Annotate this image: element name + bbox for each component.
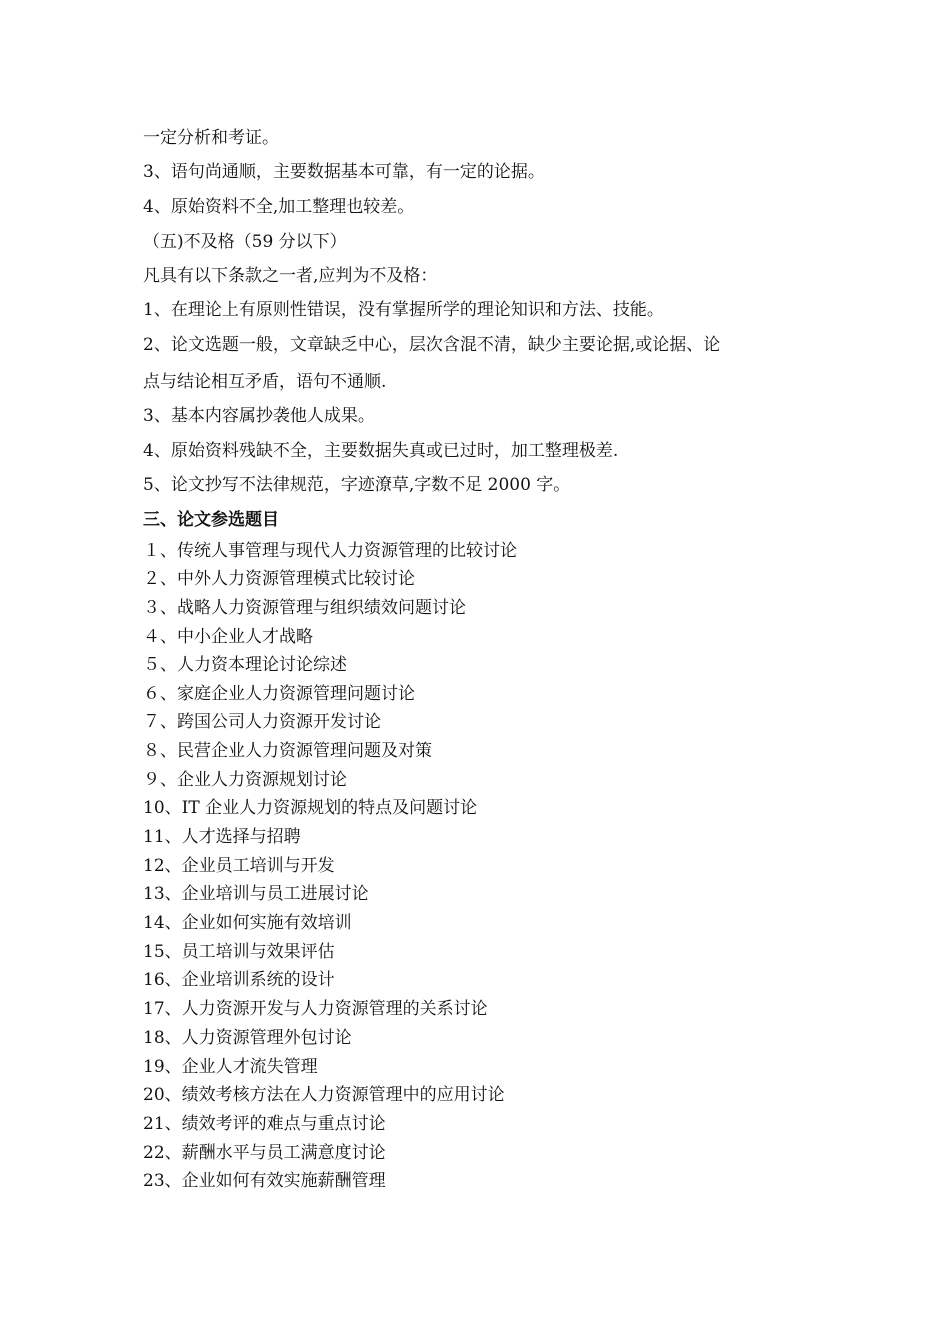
list-item: 20、绩效考核方法在人力资源管理中的应用讨论 <box>143 1085 505 1105</box>
list-item: 11、人才选择与招聘 <box>143 827 301 847</box>
paragraph: 5、论文抄写不法律规范，字迹潦草,字数不足 2000 字。 <box>143 475 571 495</box>
paragraph: 4、原始资料残缺不全，主要数据失真或已过时，加工整理极差. <box>143 441 619 461</box>
list-item: ４、中小企业人才战略 <box>143 627 313 647</box>
list-item: ５、人力资本理论讨论综述 <box>143 655 347 675</box>
list-item: ９、企业人力资源规划讨论 <box>143 770 347 790</box>
list-item: 22、薪酬水平与员工满意度讨论 <box>143 1143 386 1163</box>
section-heading: 三、论文参选题目 <box>143 510 279 530</box>
paragraph: 2、论文选题一般，文章缺乏中心，层次含混不清，缺少主要论据,或论据、论 <box>143 335 721 355</box>
list-item: 12、企业员工培训与开发 <box>143 856 335 876</box>
list-item: 19、企业人才流失管理 <box>143 1057 318 1077</box>
list-item: ８、民营企业人力资源管理问题及对策 <box>143 741 432 761</box>
paragraph: 点与结论相互矛盾，语句不通顺. <box>143 372 387 392</box>
paragraph: 3、语句尚通顺，主要数据基本可靠，有一定的论据。 <box>143 162 545 182</box>
list-item: ６、家庭企业人力资源管理问题讨论 <box>143 684 415 704</box>
list-item: 18、人力资源管理外包讨论 <box>143 1028 352 1048</box>
list-item: １、传统人事管理与现代人力资源管理的比较讨论 <box>143 541 517 561</box>
paragraph: （五)不及格（59 分以下） <box>143 232 347 252</box>
list-item: 15、员工培训与效果评估 <box>143 942 335 962</box>
list-item: 21、绩效考评的难点与重点讨论 <box>143 1114 386 1134</box>
list-item: ７、跨国公司人力资源开发讨论 <box>143 712 381 732</box>
list-item: 13、企业培训与员工进展讨论 <box>143 884 369 904</box>
list-item: ３、战略人力资源管理与组织绩效问题讨论 <box>143 598 466 618</box>
paragraph: 凡具有以下条款之一者,应判为不及格： <box>143 266 438 286</box>
list-item: 10、IT 企业人力资源规划的特点及问题讨论 <box>143 798 478 818</box>
list-item: 16、企业培训系统的设计 <box>143 970 335 990</box>
paragraph: 3、基本内容属抄袭他人成果。 <box>143 406 375 426</box>
list-item: 17、人力资源开发与人力资源管理的关系讨论 <box>143 999 488 1019</box>
list-item: 14、企业如何实施有效培训 <box>143 913 352 933</box>
list-item: ２、中外人力资源管理模式比较讨论 <box>143 569 415 589</box>
paragraph: 一定分析和考证。 <box>143 128 279 148</box>
list-item: 23、企业如何有效实施薪酬管理 <box>143 1171 386 1191</box>
paragraph: 4、原始资料不全,加工整理也较差。 <box>143 197 415 217</box>
paragraph: 1、在理论上有原则性错误，没有掌握所学的理论知识和方法、技能。 <box>143 300 664 320</box>
